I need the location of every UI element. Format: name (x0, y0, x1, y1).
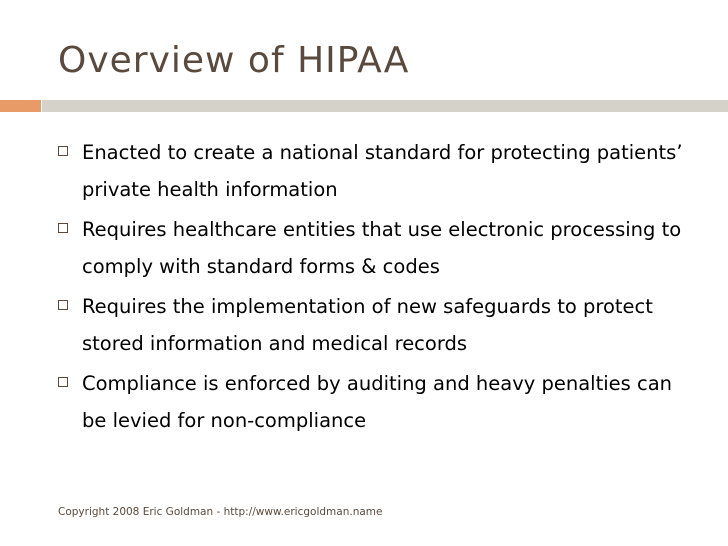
square-bullet-icon (58, 146, 68, 156)
bullet-item (58, 212, 698, 285)
square-bullet-icon (58, 300, 68, 310)
bullet-text: Enacted to create a national standard for protecting patients’ private health information (82, 141, 683, 201)
square-bullet-icon (58, 377, 68, 387)
bullet-item (58, 135, 698, 208)
title-divider-bar (0, 100, 728, 112)
divider-bar (42, 100, 728, 112)
slide-title: Overview of HIPAA (58, 40, 410, 81)
accent-bar (0, 100, 41, 112)
square-bullet-icon (58, 223, 68, 233)
bullet-text: Requires healthcare entities that use electronic processing to comply with standard forms & codes (82, 218, 682, 278)
bullet-list (58, 135, 698, 443)
bullet-text: Compliance is enforced by auditing and heavy penalties can be levied for non-compliance (82, 372, 673, 432)
bullet-item (58, 289, 698, 362)
bullet-item (58, 366, 698, 439)
bullet-text: Requires the implementation of new safeguards to protect stored information and medical records (82, 295, 653, 355)
footer-copyright: Copyright 2008 Eric Goldman - http://www.ericgoldman.name (58, 506, 383, 518)
